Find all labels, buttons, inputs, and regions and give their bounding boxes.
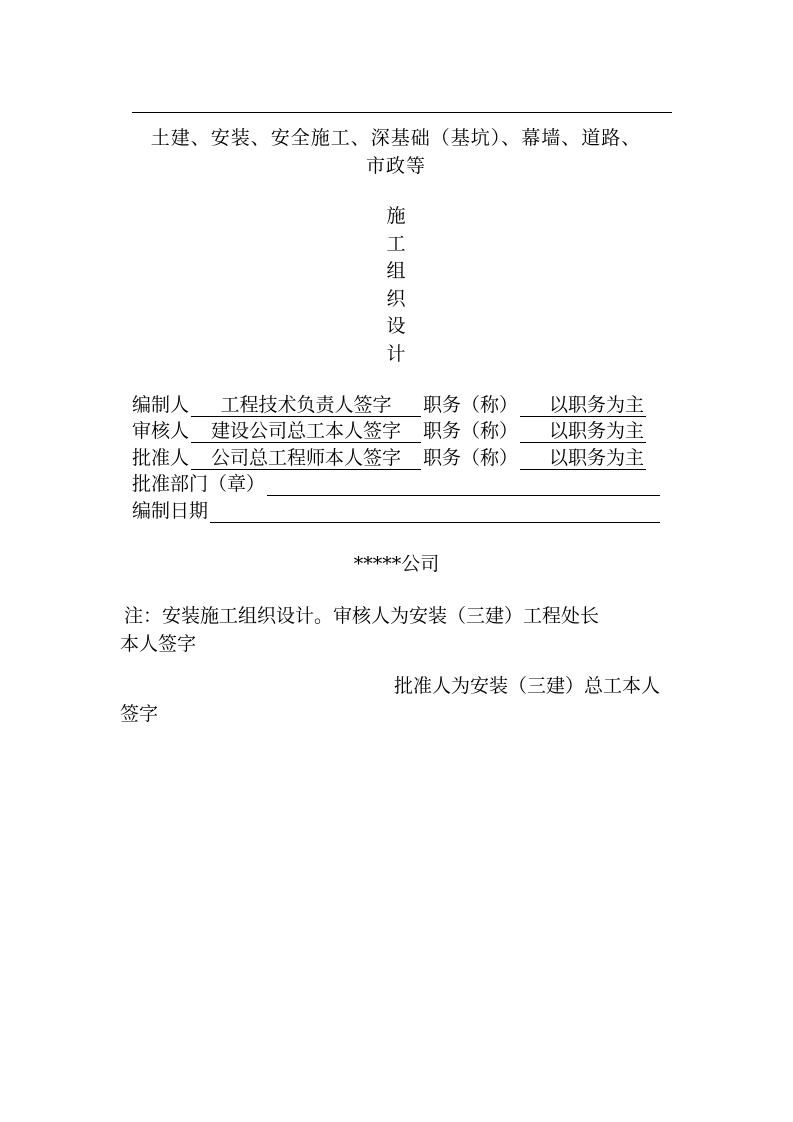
company-name: *****公司 [353, 553, 440, 575]
reviewer-name-field[interactable]: 建设公司总工本人签字 [191, 420, 421, 443]
form-row-approver [132, 443, 662, 470]
reviewer-post-label: 职务（称） [423, 420, 519, 442]
reviewer-label: 审核人 [132, 420, 190, 442]
note-line-3: 批准人为安装（三建）总工本人 [393, 675, 660, 697]
compiler-label: 编制人 [132, 393, 190, 416]
form-row-compiler [132, 390, 662, 417]
title-char: 工 [386, 232, 406, 255]
compiler-name-field[interactable]: 工程技术负责人签字 [191, 394, 421, 417]
compiler-post-field[interactable]: 以职务为主 [520, 394, 646, 417]
note-block [120, 602, 660, 728]
title-char: 组 [386, 260, 406, 282]
document-title [376, 203, 416, 368]
header-rule [132, 112, 672, 113]
approver-post-field[interactable]: 以职务为主 [520, 447, 646, 470]
approver-name-field[interactable]: 公司总工程师本人签字 [191, 447, 421, 470]
dept-label: 批准部门（章） [132, 473, 266, 495]
signature-form [132, 390, 662, 523]
form-row-date [132, 496, 662, 523]
date-label: 编制日期 [132, 499, 209, 522]
scope-text [120, 124, 672, 180]
reviewer-post-field[interactable]: 以职务为主 [520, 420, 646, 443]
title-char: 计 [386, 342, 406, 365]
scope-line-2: 市政等 [365, 155, 426, 177]
dept-field[interactable] [267, 495, 660, 496]
note-line-4: 签字 [120, 703, 159, 725]
title-char: 织 [386, 287, 406, 310]
approver-post-label: 职务（称） [423, 446, 519, 469]
date-field[interactable] [210, 522, 660, 523]
title-char: 设 [386, 315, 406, 337]
form-row-dept [132, 470, 662, 497]
note-line-2: 本人签字 [120, 633, 197, 655]
scope-line-1: 土建、安装、安全施工、深基础（基坑）、幕墙、道路、 [150, 127, 642, 149]
compiler-post-label: 职务（称） [423, 393, 519, 416]
approver-label: 批准人 [132, 446, 190, 469]
form-row-reviewer [132, 417, 662, 444]
note-line-1: 注：安装施工组织设计。审核人为安装（三建）工程处长 [124, 605, 600, 627]
title-char: 施 [386, 205, 406, 227]
